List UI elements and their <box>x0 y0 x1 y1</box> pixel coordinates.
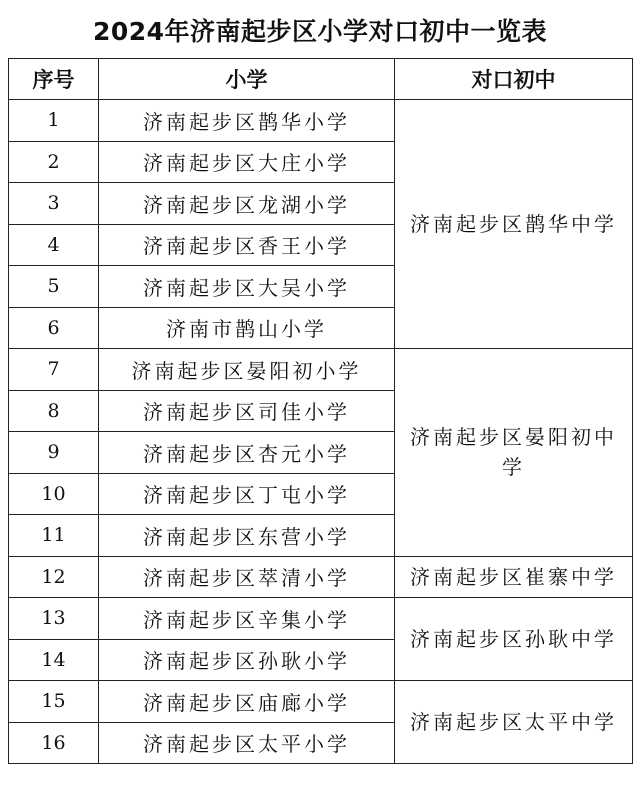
primary-school-name: 济南起步区鹊华小学 <box>99 100 395 142</box>
row-index: 10 <box>9 473 99 515</box>
primary-school-name: 济南起步区辛集小学 <box>99 598 395 640</box>
header-index: 序号 <box>9 59 99 100</box>
table-row <box>9 100 633 142</box>
row-index: 14 <box>9 639 99 681</box>
middle-school-name: 济南起步区崔寨中学 <box>395 556 633 598</box>
table-row <box>9 349 633 391</box>
primary-school-name: 济南起步区东营小学 <box>99 515 395 557</box>
school-mapping-table <box>8 58 633 764</box>
primary-school-name: 济南起步区丁屯小学 <box>99 473 395 515</box>
primary-school-name: 济南起步区萃清小学 <box>99 556 395 598</box>
row-index: 16 <box>9 722 99 764</box>
primary-school-name: 济南起步区庙廊小学 <box>99 681 395 723</box>
middle-school-name: 济南起步区晏阳初中学 <box>395 349 633 557</box>
header-middle-school: 对口初中 <box>395 59 633 100</box>
row-index: 7 <box>9 349 99 391</box>
table-header-row <box>9 59 633 100</box>
primary-school-name: 济南起步区香王小学 <box>99 224 395 266</box>
header-primary-school: 小学 <box>99 59 395 100</box>
row-index: 1 <box>9 100 99 142</box>
page-title: 2024年济南起步区小学对口初中一览表 <box>92 17 548 46</box>
row-index: 5 <box>9 266 99 308</box>
row-index: 6 <box>9 307 99 349</box>
row-index: 4 <box>9 224 99 266</box>
primary-school-name: 济南起步区孙耿小学 <box>99 639 395 681</box>
table-body <box>9 100 633 764</box>
row-index: 2 <box>9 141 99 183</box>
row-index: 12 <box>9 556 99 598</box>
primary-school-name: 济南起步区大吴小学 <box>99 266 395 308</box>
table-row <box>9 681 633 723</box>
primary-school-name: 济南起步区司佳小学 <box>99 390 395 432</box>
row-index: 15 <box>9 681 99 723</box>
primary-school-name: 济南起步区太平小学 <box>99 722 395 764</box>
table-row <box>9 556 633 598</box>
row-index: 11 <box>9 515 99 557</box>
row-index: 3 <box>9 183 99 225</box>
row-index: 8 <box>9 390 99 432</box>
row-index: 13 <box>9 598 99 640</box>
primary-school-name: 济南起步区大庄小学 <box>99 141 395 183</box>
primary-school-name: 济南起步区杏元小学 <box>99 432 395 474</box>
table-row <box>9 598 633 640</box>
primary-school-name: 济南起步区龙湖小学 <box>99 183 395 225</box>
middle-school-name: 济南起步区鹊华中学 <box>395 100 633 349</box>
row-index: 9 <box>9 432 99 474</box>
primary-school-name: 济南市鹊山小学 <box>99 307 395 349</box>
middle-school-name: 济南起步区孙耿中学 <box>395 598 633 681</box>
middle-school-name: 济南起步区太平中学 <box>395 681 633 764</box>
primary-school-name: 济南起步区晏阳初小学 <box>99 349 395 391</box>
